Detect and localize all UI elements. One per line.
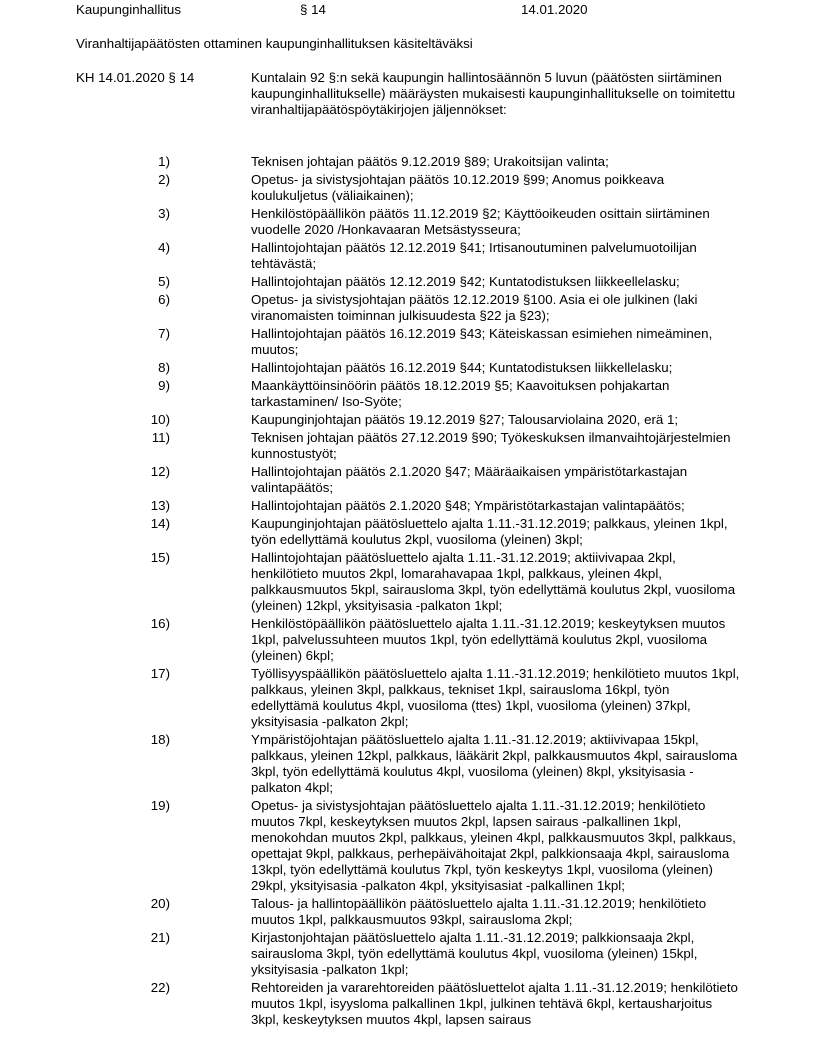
list-item [0, 274, 816, 290]
list-item [0, 292, 816, 324]
list-item-number: 16) [150, 616, 170, 631]
list-item-text: Henkilöstöpäällikön päätösluettelo ajalta 1.11.-31.12.2019; keskeytyksen muutos 1kpl, palvelussuhteen muutos 1kpl, työn edellyttämä koulutus 2kpl, vuosiloma (yleinen) 6kpl; [251, 616, 726, 663]
list-item [0, 172, 816, 204]
list-item-text: Opetus- ja sivistysjohtajan päätösluettelo ajalta 1.11.-31.12.2019; henkilötieto muutos 7kpl, keskeytyksen muutos 2kpl, lapsen sairaus -palkallinen 1kpl, menokohdan muutos 2kpl, palkkaus, yleinen 4kpl, palkkausmuutos 3kpl, palkkaus, opettajat 9kpl, palkkaus, perhepäivähoitajat 2kpl, palkkionsaaja 4kpl, sairausloma 13kpl, työn edellyttämä koulutus 7kpl, työn keskeytys 1kpl, vuosiloma (yleinen) 29kpl, yksityisasia -palkaton 4kpl, yksityisasiat -palkallinen 1kpl; [251, 798, 736, 893]
list-item-text: Kirjastonjohtajan päätösluettelo ajalta 1.11.-31.12.2019; palkkionsaaja 2kpl, sairausloma 3kpl, työn edellyttämä koulutus 4kpl, vuosiloma (yleinen) 15kpl, yksityisasia -palkaton 1kpl; [251, 930, 698, 977]
list-item-text: Työllisyyspäällikön päätösluettelo ajalta 1.11.-31.12.2019; henkilötieto muutos 1kpl, palkkaus, yleinen 3kpl, palkkaus, tekniset 1kpl, sairausloma 16kpl, työn edellyttämä koulutus 4kpl, vuosiloma (ttes) 1kpl, vuosiloma (yleinen) 37kpl, yksityisasia -palkaton 2kpl; [251, 666, 740, 729]
list-item-number: 14) [150, 516, 170, 531]
list-item [0, 896, 816, 928]
list-item [0, 326, 816, 358]
list-item-text: Hallintojohtajan päätös 12.12.2019 §42; Kuntatodistuksen liikkeellelasku; [251, 274, 680, 289]
list-item-number: 7) [158, 326, 170, 341]
list-item-number: 12) [150, 464, 170, 479]
list-item-text: Opetus- ja sivistysjohtajan päätös 12.12.2019 §100. Asia ei ole julkinen (laki viranomaisten toiminnan julkisuudesta §22 ja §23); [251, 292, 698, 323]
list-item [0, 360, 816, 376]
list-item-number: 20) [150, 896, 170, 911]
header-body: Kaupunginhallitus [76, 2, 181, 17]
list-item [0, 464, 816, 496]
list-item-text: Teknisen johtajan päätös 9.12.2019 §89; Urakoitsijan valinta; [251, 154, 609, 169]
list-item-number: 11) [151, 430, 170, 445]
list-item-number: 18) [150, 732, 170, 747]
list-item-number: 8) [158, 360, 170, 375]
list-item-text: Hallintojohtajan päätös 2.1.2020 §47; Määräaikaisen ympäristötarkastajan valintapäätös; [251, 464, 688, 495]
list-item-text: Hallintojohtajan päätösluettelo ajalta 1.11.-31.12.2019; aktiivivapaa 2kpl, henkilötieto muutos 2kpl, lomarahavapaa 1kpl, palkkaus, yleinen 4kpl, palkkausmuutos 5kpl, sairausloma 3kpl, työn edellyttämä koulutus 2kpl, vuosiloma (yleinen) 12kpl, yksityisasia -palkaton 1kpl; [251, 550, 736, 613]
list-item [0, 498, 816, 514]
list-item-text: Teknisen johtajan päätös 27.12.2019 §90; Työkeskuksen ilmanvaihtojärjestelmien kunnostustyöt; [251, 430, 731, 461]
list-item-number: 19) [150, 798, 170, 813]
list-item-number: 15) [150, 550, 170, 565]
list-item [0, 412, 816, 428]
list-item-text: Kaupunginjohtajan päätös 19.12.2019 §27; Talousarviolaina 2020, erä 1; [251, 412, 679, 427]
document-title: Viranhaltijapäätösten ottaminen kaupunginhallituksen käsiteltäväksi [76, 36, 473, 51]
list-item-text: Rehtoreiden ja vararehtoreiden päätösluettelot ajalta 1.11.-31.12.2019; henkilötieto muutos 1kpl, isyysloma palkallinen 1kpl, julkinen tehtävä 6kpl, kertausharjoitus 3kpl, keskeytyksen muutos 4kpl, lapsen sairaus [251, 980, 738, 1027]
list-item [0, 666, 816, 730]
list-item-text: Maankäyttöinsinöörin päätös 18.12.2019 §5; Kaavoituksen pohjakartan tarkastaminen/ Iso-Syöte; [251, 378, 670, 409]
list-item-number: 4) [158, 240, 170, 255]
list-item [0, 732, 816, 796]
header-date: 14.01.2020 [521, 2, 588, 17]
decision-list [0, 154, 816, 1030]
list-item-number: 13) [150, 498, 170, 513]
list-item [0, 206, 816, 238]
list-item-text: Hallintojohtajan päätös 16.12.2019 §44; Kuntatodistuksen liikkellelasku; [251, 360, 673, 375]
list-item-number: 21) [150, 930, 170, 945]
list-item [0, 154, 816, 170]
list-item-number: 2) [158, 172, 170, 187]
list-item [0, 980, 816, 1028]
list-item [0, 550, 816, 614]
list-item-text: Hallintojohtajan päätös 2.1.2020 §48; Ympäristötarkastajan valintapäätös; [251, 498, 685, 513]
list-item-number: 3) [158, 206, 170, 221]
header-section: § 14 [300, 2, 326, 17]
list-item-number: 22) [150, 980, 170, 995]
list-item [0, 240, 816, 272]
list-item-text: Talous- ja hallintopäällikön päätösluettelo ajalta 1.11.-31.12.2019; henkilötieto muutos 1kpl, palkkausmuutos 93kpl, sairausloma 2kpl; [251, 896, 707, 927]
list-item-text: Hallintojohtajan päätös 12.12.2019 §41; Irtisanoutuminen palvelumuotoilijan tehtävästä; [251, 240, 697, 271]
intro-paragraph: Kuntalain 92 §:n sekä kaupungin hallintosäännön 5 luvun (päätösten siirtäminen kaupunginhallitukselle) määräysten mukaisesti kaupunginhallitukselle on toimitettu viranhaltijapäätöspöytäkirjojen jäljennökset: [251, 70, 736, 117]
list-item [0, 430, 816, 462]
list-item-text: Opetus- ja sivistysjohtajan päätös 10.12.2019 §99; Anomus poikkeava koulukuljetus (väliaikainen); [251, 172, 665, 203]
list-item-number: 5) [158, 274, 170, 289]
list-item-text: Hallintojohtajan päätös 16.12.2019 §43; Käteiskassan esimiehen nimeäminen, muutos; [251, 326, 713, 357]
list-item-text: Henkilöstöpäällikön päätös 11.12.2019 §2; Käyttöoikeuden osittain siirtäminen vuodelle 2020 /Honkavaaran Metsästysseura; [251, 206, 710, 237]
meeting-reference: KH 14.01.2020 § 14 [76, 70, 195, 85]
list-item [0, 616, 816, 664]
list-item-number: 9) [158, 378, 170, 393]
list-item [0, 378, 816, 410]
list-item [0, 798, 816, 894]
list-item-text: Kaupunginjohtajan päätösluettelo ajalta 1.11.-31.12.2019; palkkaus, yleinen 1kpl, työn edellyttämä koulutus 2kpl, vuosiloma (yleinen) 3kpl; [251, 516, 728, 547]
list-item-number: 1) [158, 154, 170, 169]
list-item [0, 930, 816, 978]
list-item-number: 10) [150, 412, 170, 427]
list-item [0, 516, 816, 548]
list-item-number: 17) [150, 666, 170, 681]
list-item-text: Ympäristöjohtajan päätösluettelo ajalta 1.11.-31.12.2019; aktiivivapaa 15kpl, palkkaus, yleinen 12kpl, palkkaus, lääkärit 2kpl, palkkausmuutos 4kpl, sairausloma 3kpl, työn edellyttämä koulutus 4kpl, vuosiloma (yleinen) 8kpl, yksityisasia -palkaton 4kpl; [251, 732, 738, 795]
list-item-number: 6) [158, 292, 170, 307]
